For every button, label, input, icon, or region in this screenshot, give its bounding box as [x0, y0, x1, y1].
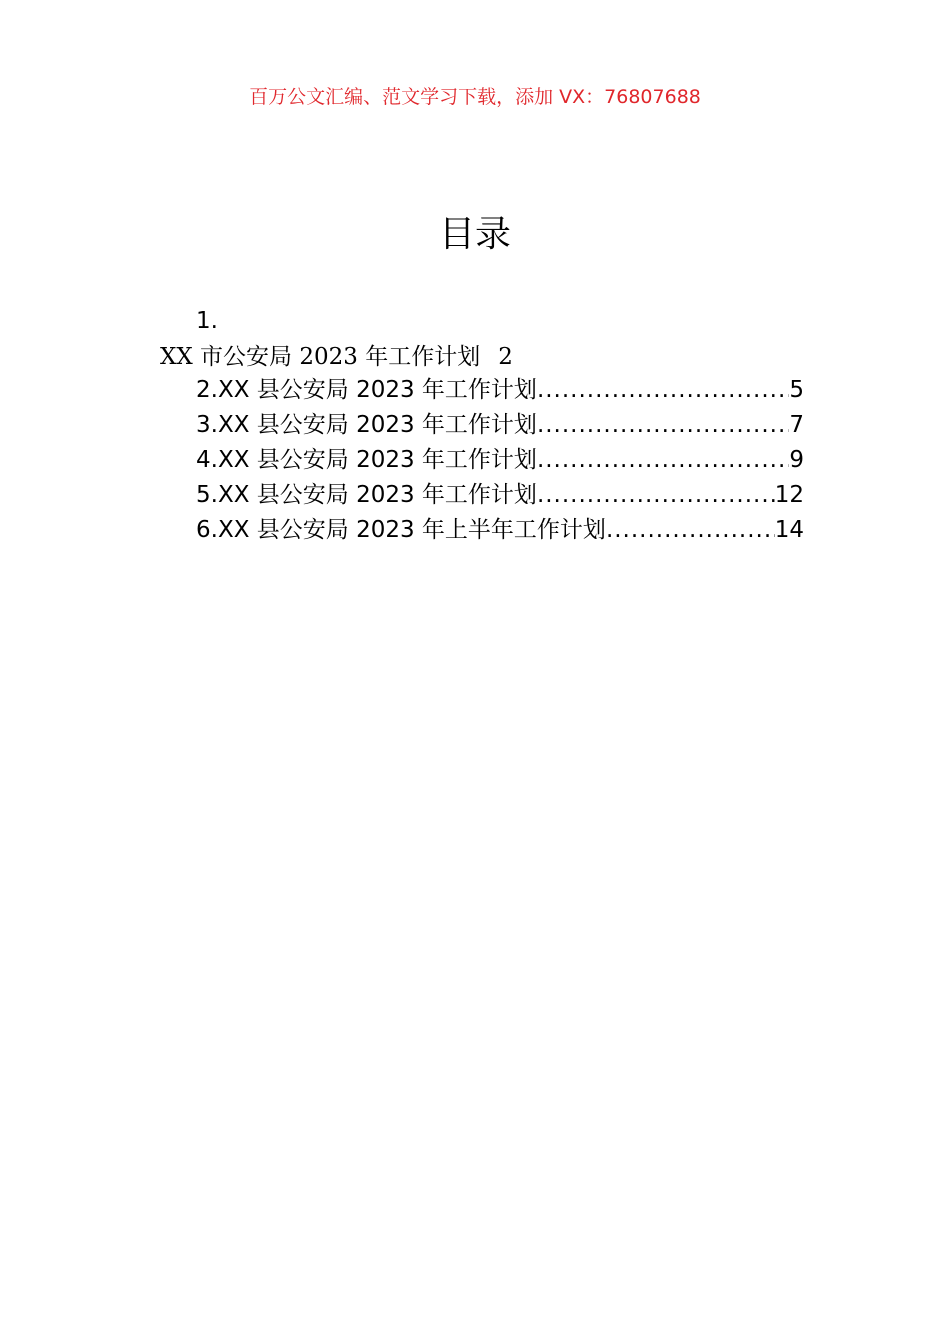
toc-entry-text: 5.XX 县公安局 2023 年工作计划: [196, 482, 537, 508]
toc-entry-3[interactable]: [196, 408, 804, 443]
toc-entry-text: 6.XX 县公安局 2023 年上半年工作计划: [196, 517, 606, 543]
toc-entry-2[interactable]: [196, 373, 804, 408]
toc-dot-leader: [606, 513, 775, 548]
toc-entry-text: 3.XX 县公安局 2023 年工作计划: [196, 412, 537, 438]
toc-entry-1-text: XX 市公安局 2023 年工作计划: [160, 344, 481, 370]
toc-entry-page: 14: [774, 517, 804, 543]
header-promo-note: 百万公文汇编、范文学习下载，添加 VX：76807688: [249, 86, 701, 108]
toc-entry-text: 4.XX 县公安局 2023 年工作计划: [196, 447, 537, 473]
toc-entry-page: 5: [789, 377, 804, 403]
toc-dot-leader: [537, 408, 789, 443]
toc-entry-1-page: 2: [498, 344, 513, 370]
toc-dot-leader: [537, 443, 789, 478]
toc-title: 目录: [438, 214, 511, 255]
toc-entry-page: 7: [789, 412, 804, 438]
toc-entry-6[interactable]: [196, 513, 804, 548]
toc-entry-1-number: 1.: [196, 308, 218, 334]
toc-dot-leader: [537, 478, 775, 513]
toc-dot-leader: [537, 373, 789, 408]
toc-entry-5[interactable]: [196, 478, 804, 513]
toc-list: [196, 373, 804, 548]
toc-entry-page: 12: [774, 482, 804, 508]
toc-entry-text: 2.XX 县公安局 2023 年工作计划: [196, 377, 537, 403]
toc-entry-page: 9: [789, 447, 804, 473]
toc-entry-1[interactable]: [160, 340, 513, 374]
toc-entry-4[interactable]: [196, 443, 804, 478]
